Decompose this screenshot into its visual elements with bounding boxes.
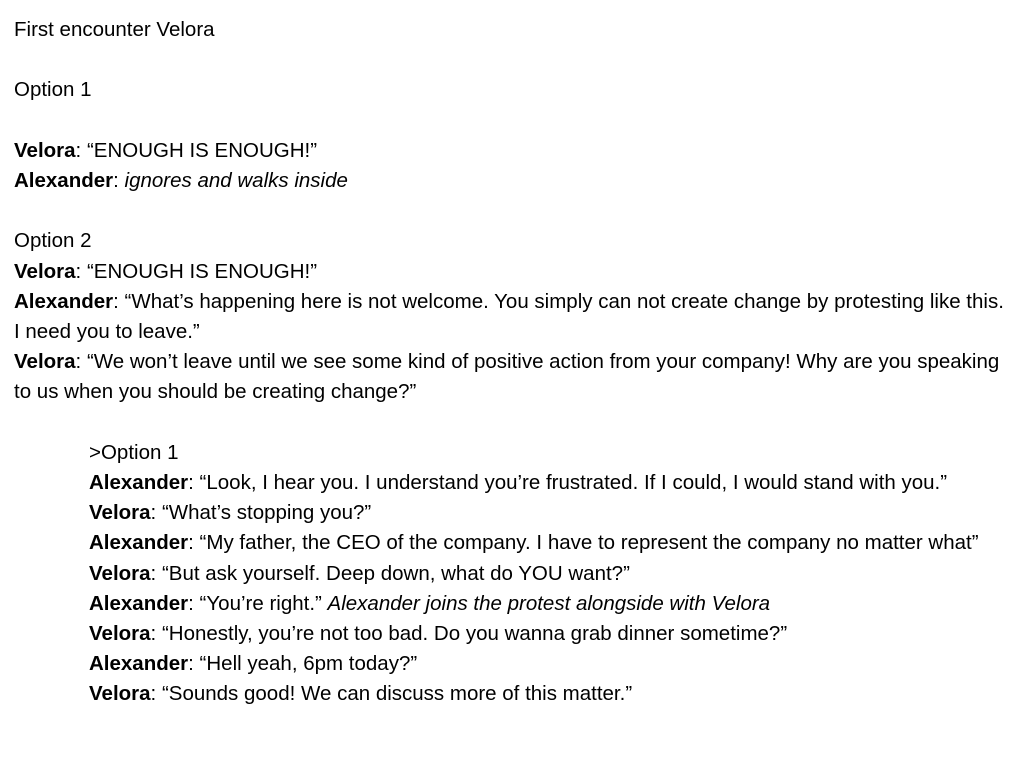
stage-direction: Alexander joins the protest alongside with Velora — [327, 591, 771, 615]
dialogue-text: “What’s happening here is not welcome. You simply can not create change by protesting like this. I need you to leave.” — [14, 289, 1010, 343]
dialogue-text: “What’s stopping you?” — [161, 501, 372, 525]
blank-line — [14, 45, 1014, 75]
document-body — [14, 15, 1014, 710]
stage-direction: ignores and walks inside — [124, 168, 348, 192]
speaker-name: Velora — [14, 138, 76, 162]
dialogue-line — [14, 136, 1014, 166]
speaker-name: Velora — [14, 350, 76, 374]
document-title: First encounter Velora — [14, 18, 215, 41]
speaker-name: Alexander — [14, 168, 114, 192]
speaker-separator: : — [75, 350, 87, 374]
speaker-separator: : — [188, 531, 200, 555]
dialogue-text: “Look, I hear you. I understand you’re frustrated. If I could, I would stand with you.” — [199, 470, 948, 494]
dialogue-line — [14, 498, 1014, 528]
speaker-separator: : — [188, 470, 200, 494]
speaker-separator: : — [188, 652, 200, 676]
dialogue-text: “Honestly, you’re not too bad. Do you wanna grab dinner sometime?” — [161, 622, 788, 645]
speaker-name: Alexander — [89, 652, 189, 676]
dialogue-line — [14, 287, 1014, 347]
dialogue-text: “Sounds good! We can discuss more of this matter.” — [161, 682, 633, 706]
blank-line — [14, 196, 1014, 226]
speaker-separator: : — [150, 501, 162, 525]
speaker-name: Alexander — [89, 470, 189, 494]
dialogue-line — [14, 679, 1014, 709]
dialogue-text: “You’re right.” — [199, 591, 328, 615]
speaker-separator: : — [75, 138, 87, 162]
blank-line — [14, 408, 1014, 438]
speaker-name: Alexander — [14, 289, 114, 313]
speaker-separator: : — [150, 561, 162, 585]
blank-line — [14, 106, 1014, 136]
speaker-name: Velora — [89, 622, 151, 645]
dialogue-line — [14, 347, 1014, 407]
speaker-name: Velora — [89, 682, 151, 706]
speaker-separator: : — [150, 622, 162, 645]
speaker-separator: : — [150, 682, 162, 706]
speaker-separator: : — [75, 259, 87, 283]
dialogue-line — [14, 257, 1014, 287]
speaker-separator: : — [188, 591, 200, 615]
dialogue-text: “We won’t leave until we see some kind of positive action from your company! Why are you speaking to us when you should be creating change?” — [14, 350, 1005, 404]
option-1-heading: Option 1 — [14, 78, 92, 102]
speaker-name: Alexander — [89, 591, 189, 615]
sub-option-1-heading: >Option 1 — [89, 440, 179, 464]
dialogue-line — [14, 619, 1014, 649]
speaker-name: Velora — [89, 561, 151, 585]
speaker-name: Alexander — [89, 531, 189, 555]
dialogue-line — [14, 468, 1014, 498]
speaker-separator: : — [113, 289, 125, 313]
speaker-name: Velora — [14, 259, 76, 283]
dialogue-text: “ENOUGH IS ENOUGH!” — [86, 259, 318, 283]
speaker-name: Velora — [89, 501, 151, 525]
dialogue-text: “My father, the CEO of the company. I have to represent the company no matter what” — [199, 531, 979, 555]
dialogue-text: “But ask yourself. Deep down, what do YOU want?” — [161, 561, 630, 585]
dialogue-line — [14, 166, 1014, 196]
option-2-heading: Option 2 — [14, 229, 92, 253]
dialogue-text: “ENOUGH IS ENOUGH!” — [86, 138, 318, 162]
dialogue-line — [14, 649, 1014, 679]
dialogue-line — [14, 589, 1014, 619]
dialogue-line — [14, 559, 1014, 589]
speaker-separator: : — [113, 168, 125, 192]
dialogue-text: “Hell yeah, 6pm today?” — [199, 652, 418, 676]
dialogue-line — [14, 528, 1014, 558]
